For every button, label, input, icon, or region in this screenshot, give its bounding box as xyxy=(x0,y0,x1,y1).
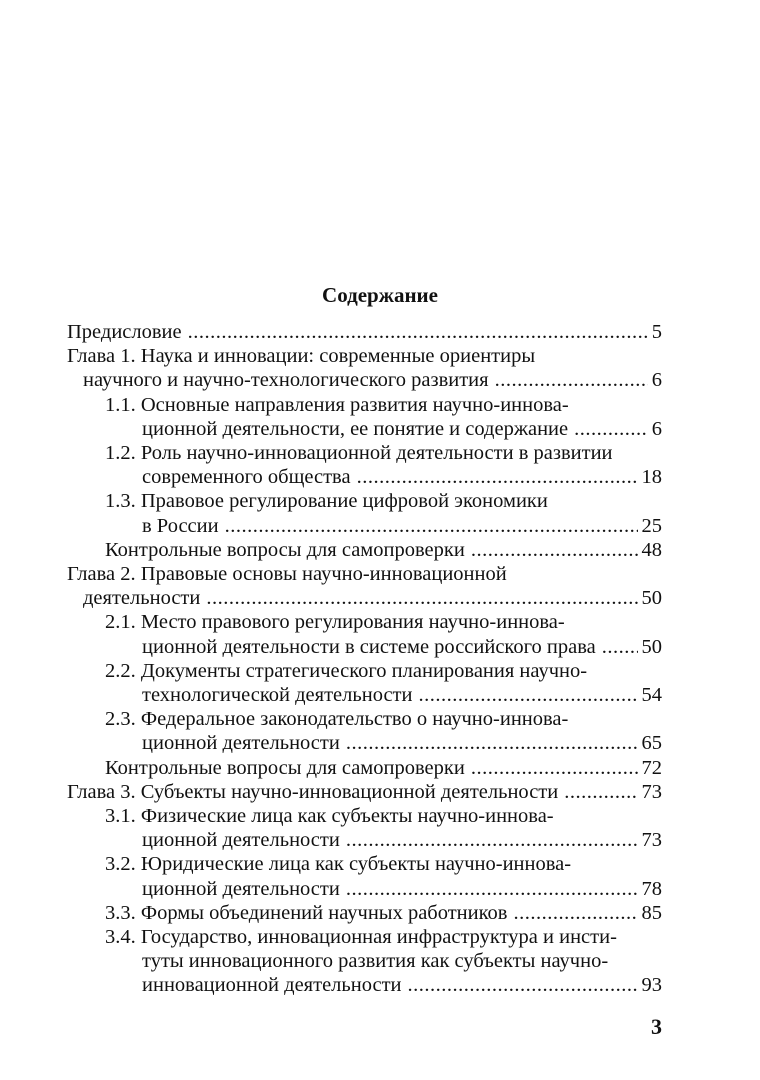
dot-leader xyxy=(471,756,638,780)
toc-entry xyxy=(67,344,535,368)
toc-entry xyxy=(142,973,662,997)
toc-entry-text: 2.3. Федеральное законодательство о научно-иннова- xyxy=(105,708,569,731)
toc-entry-text: 1.2. Роль научно-инновационной деятельности в развитии xyxy=(105,442,613,464)
toc-entry xyxy=(105,852,571,876)
dot-leader xyxy=(418,683,637,707)
toc-entry-page: 6 xyxy=(651,369,662,392)
dot-leader xyxy=(495,368,648,392)
toc-entry-text: ционной деятельности в системе российского права xyxy=(142,635,596,658)
toc-entry xyxy=(105,538,662,562)
toc-entry-page: 65 xyxy=(641,732,662,755)
toc-entry-text: ционной деятельности xyxy=(142,829,340,852)
toc-entry-page: 18 xyxy=(641,466,662,489)
toc-entry-text: ционной деятельности xyxy=(142,877,340,900)
toc-entry-text: 3.3. Формы объединений научных работников xyxy=(105,901,508,924)
toc-entry-page: 72 xyxy=(641,756,662,779)
toc-entry xyxy=(105,756,662,780)
toc-entry xyxy=(142,465,662,489)
toc-entry xyxy=(105,610,565,634)
toc-entry-page: 85 xyxy=(641,901,662,924)
dot-leader xyxy=(408,973,638,997)
toc-entry-text: Предисловие xyxy=(67,321,182,343)
toc-entry-page: 25 xyxy=(641,514,662,537)
toc-entry xyxy=(142,683,662,707)
toc-entry-page: 73 xyxy=(641,780,662,803)
toc-entry-page: 50 xyxy=(641,635,662,658)
toc-entry-page: 5 xyxy=(651,321,662,343)
dot-leader xyxy=(346,731,638,755)
toc-entry xyxy=(105,659,587,683)
toc-entry-text: современного общества xyxy=(142,466,351,489)
toc-entry-text: туты инновационного развития как субъекты научно- xyxy=(142,950,609,973)
toc-entry-page: 73 xyxy=(641,829,662,852)
toc-entry-text: Глава 2. Правовые основы научно-инновационной xyxy=(67,563,507,585)
toc-entry-text: Глава 3. Субъекты научно-инновационной деятельности xyxy=(67,780,559,803)
toc-entry-page: 48 xyxy=(641,538,662,561)
dot-leader xyxy=(346,877,638,901)
toc-entry xyxy=(105,393,569,417)
dot-leader xyxy=(206,586,637,610)
toc-entry-text: инновационной деятельности xyxy=(142,974,402,997)
toc-entry xyxy=(142,828,662,852)
toc-entry-text: Контрольные вопросы для самопроверки xyxy=(105,756,465,779)
toc-entry-text: ционной деятельности, ее понятие и содержание xyxy=(142,417,569,440)
toc-entry xyxy=(83,368,662,392)
toc-entry xyxy=(142,877,662,901)
toc-entry-text: 1.3. Правовое регулирование цифровой экономики xyxy=(105,490,548,513)
dot-leader xyxy=(357,465,638,489)
toc-entry-page: 6 xyxy=(651,417,662,440)
toc-entry-text: 3.4. Государство, инновационная инфраструктура и инсти- xyxy=(105,926,617,948)
toc-entry xyxy=(105,804,554,828)
toc-entry xyxy=(142,514,662,538)
toc-entry-text: 3.1. Физические лица как субъекты научно-иннова- xyxy=(105,805,554,827)
toc-entry xyxy=(142,949,608,973)
toc-entry-page: 50 xyxy=(641,587,662,610)
toc-entry-page: 78 xyxy=(641,877,662,900)
page-title: Содержание xyxy=(322,283,438,307)
toc-entry xyxy=(105,901,662,925)
toc-entry xyxy=(105,441,613,465)
toc-entry-text: ционной деятельности xyxy=(142,732,340,755)
dot-leader xyxy=(564,780,637,804)
toc-entry xyxy=(142,731,662,755)
toc-entry-text: Контрольные вопросы для самопроверки xyxy=(105,538,465,561)
toc-entry-text: научного и научно-технологического развития xyxy=(83,369,489,392)
toc-entry xyxy=(105,489,548,513)
toc-entry xyxy=(142,635,662,659)
toc-entry-text: в России xyxy=(142,514,219,537)
toc-entry xyxy=(142,417,662,441)
toc-entry-text: 1.1. Основные направления развития научно-иннова- xyxy=(105,393,569,416)
toc-entry xyxy=(67,562,507,586)
dot-leader xyxy=(513,901,637,925)
dot-leader xyxy=(471,538,638,562)
toc-entry xyxy=(67,780,662,804)
toc-entry-text: 2.1. Место правового регулирования научно-иннова- xyxy=(105,611,565,634)
dot-leader xyxy=(574,417,648,441)
toc-entry-page: 93 xyxy=(641,974,662,997)
toc-entry xyxy=(67,320,662,344)
toc-entry xyxy=(105,707,568,731)
toc-entry xyxy=(83,586,662,610)
toc-entry-text: 2.2. Документы стратегического планирования научно- xyxy=(105,659,588,682)
toc-entry-page: 54 xyxy=(641,684,662,706)
toc-entry xyxy=(105,925,617,949)
dot-leader xyxy=(602,635,638,659)
toc-entry-text: 3.2. Юридические лица как субъекты научно-иннова- xyxy=(105,853,572,876)
page-number: 3 xyxy=(651,1014,662,1039)
dot-leader xyxy=(225,514,638,538)
dot-leader xyxy=(346,828,638,852)
dot-leader xyxy=(188,320,648,344)
toc-entry-text: технологической деятельности xyxy=(142,684,413,706)
toc-entry-text: Глава 1. Наука и инновации: современные ориентиры xyxy=(67,345,536,368)
toc-entry-text: деятельности xyxy=(83,587,201,610)
